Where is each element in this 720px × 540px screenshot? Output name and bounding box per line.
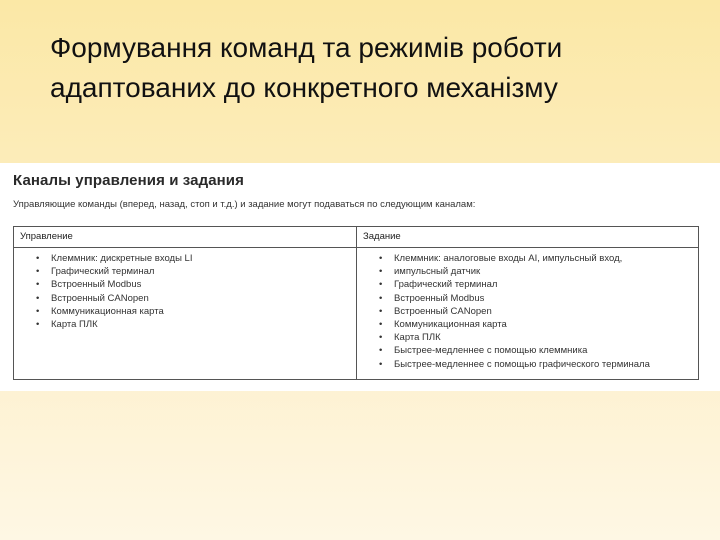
list-item: • Графический терминал [36,265,356,278]
slide-title-line-2: адаптованих до конкретного механізму [50,72,558,103]
list-item: • Встроенный CANopen [379,305,698,318]
list-item-continuation: • импульсный датчик [379,265,698,278]
list-item: • Быстрее-медленнее с помощью клеммника [379,344,698,357]
list-item: • Карта ПЛК [36,318,356,331]
list-item: • Клеммник: аналоговые входы AI, импульсный вход, [379,252,698,265]
reference-cell [357,248,698,379]
header-reference: Задание [363,231,401,242]
list-item: • Коммуникационная карта [36,305,356,318]
table-body-row [14,248,698,379]
reference-channel-list [357,248,698,371]
list-item: • Встроенный Modbus [36,278,356,291]
list-item: • Карта ПЛК [379,331,698,344]
list-item: • Встроенный CANopen [36,292,356,305]
channels-panel [0,163,720,391]
list-item: • Клеммник: дискретные входы LI [36,252,356,265]
list-item: • Коммуникационная карта [379,318,698,331]
list-item: • Быстрее-медленнее с помощью графического терминала [379,358,698,371]
panel-intro-text: Управляющие команды (вперед, назад, стоп и т.д.) и задание могут подаваться по следующим каналам: [13,199,476,210]
slide-title-line-1: Формування команд та режимів роботи [50,32,563,63]
list-item: • Встроенный Modbus [379,292,698,305]
panel-heading: Каналы управления и задания [13,172,244,189]
slide-title [50,28,690,108]
control-channel-list [14,248,356,331]
control-cell [14,248,357,379]
channels-table [13,226,699,380]
table-header-row [14,227,698,248]
list-item: • Графический терминал [379,278,698,291]
header-control: Управление [14,227,357,247]
